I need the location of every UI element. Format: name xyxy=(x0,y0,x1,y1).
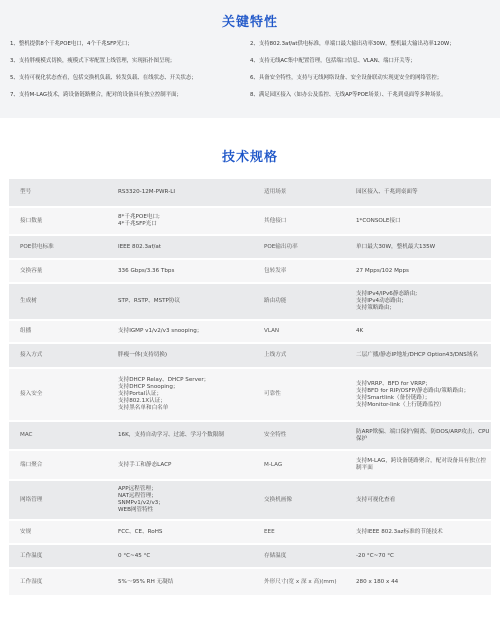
table-row xyxy=(9,259,491,283)
table-row xyxy=(9,343,491,368)
spec-value: 336 Gbps/3.36 Tbps xyxy=(107,259,253,283)
spec-value: 支持VRRP、BFD for VRRP； 支持BFD for RIP/OSFP/静态路由/策略路由； 支持Smartlink（备份链路）； 支持Monitor-link（上行链路监控） xyxy=(345,368,491,421)
spec-value: 单口最大30W，整机最大135W xyxy=(345,235,491,259)
table-row xyxy=(9,568,491,596)
spec-value: 支持IPv4/IPv6静态路由; 支持IPv4动态路由; 支持策略路由; xyxy=(345,283,491,320)
feature-item: 5、支持可视化状态查看，包括交换机负载、转发负载、在线状态、开关状态； xyxy=(10,75,197,81)
spec-label: 生成树 xyxy=(9,283,107,320)
spec-value: 27 Mpps/102 Mpps xyxy=(345,259,491,283)
spec-label: 存储温度 xyxy=(253,544,345,568)
spec-label: 上线方式 xyxy=(253,343,345,368)
tech-specs-title: 技术规格 xyxy=(221,150,278,165)
spec-label: POE供电标准 xyxy=(9,235,107,259)
spec-value: STP、RSTP、MSTP协议 xyxy=(107,283,253,320)
spec-table xyxy=(9,179,491,597)
spec-label: 交换机画像 xyxy=(253,480,345,520)
feature-item: 4、支持无线AC集中配置管理，包括端口信息、VLAN、端口开关等； xyxy=(250,58,416,64)
spec-value: 0 °C~45 °C xyxy=(107,544,253,568)
spec-value: 5%～95% RH 无凝结 xyxy=(107,568,253,596)
spec-value: 1*CONSOLE接口 xyxy=(345,207,491,235)
table-row xyxy=(9,421,491,450)
spec-value: RS3320-12M-PWR-LI xyxy=(107,179,253,207)
spec-label: POE输出功率 xyxy=(253,235,345,259)
spec-value: 胖瘦一体(支持切换) xyxy=(107,343,253,368)
feature-item: 1、整机提供8个千兆POE电口，4个千兆SFP光口； xyxy=(10,41,133,47)
table-row xyxy=(9,480,491,520)
table-row xyxy=(9,544,491,568)
spec-label: 端口聚合 xyxy=(9,450,107,480)
spec-value: 4K xyxy=(345,320,491,343)
spec-value: 支持IGMP v1/v2/v3 snooping； xyxy=(107,320,253,343)
spec-value: 二层广播/静态IP地址/DHCP Option43/DNS域名 xyxy=(345,343,491,368)
spec-value: 园区接入、千兆到桌面等 xyxy=(345,179,491,207)
spec-label: M-LAG xyxy=(253,450,345,480)
spec-value: 支持DHCP Relay、DHCP Server； 支持DHCP Snooping； 支持Portal认证； 支持802.1X认证； 支持黑名单和白名单 xyxy=(107,368,253,421)
table-row xyxy=(9,179,491,207)
table-row xyxy=(9,283,491,320)
spec-value: APP远程管理； NAT远程管理； SNMPv1/v2/v3； WEB网管特性 xyxy=(107,480,253,520)
table-row xyxy=(9,320,491,343)
spec-label: 安规 xyxy=(9,520,107,544)
spec-label: 组播 xyxy=(9,320,107,343)
spec-label: VLAN xyxy=(253,320,345,343)
spec-label: 接口数量 xyxy=(9,207,107,235)
spec-label: 接入方式 xyxy=(9,343,107,368)
spec-value: 支持IEEE 802.3az标准的节能技术 xyxy=(345,520,491,544)
table-row xyxy=(9,235,491,259)
spec-label: 交换容量 xyxy=(9,259,107,283)
spec-label: 可靠性 xyxy=(253,368,345,421)
key-features-title: 关键特性 xyxy=(221,15,278,30)
spec-label: 型号 xyxy=(9,179,107,207)
spec-label: MAC xyxy=(9,421,107,450)
spec-value: 防ARP欺骗、端口保护/隔离、防DOS/ARP攻击、CPU保护 xyxy=(345,421,491,450)
key-features-section xyxy=(0,0,500,118)
spec-label: EEE xyxy=(253,520,345,544)
spec-label: 工作湿度 xyxy=(9,568,107,596)
feature-item: 7、支持M-LAG技术，跨设备链路聚合，配对的设备具有独立控制平面； xyxy=(10,92,182,98)
spec-label: 工作温度 xyxy=(9,544,107,568)
spec-value: 8*千兆POE电口; 4*千兆SFP光口 xyxy=(107,207,253,235)
spec-label: 接入安全 xyxy=(9,368,107,421)
spec-value: 支持手工和静态LACP xyxy=(107,450,253,480)
table-row xyxy=(9,450,491,480)
spec-value: IEEE 802.3af/at xyxy=(107,235,253,259)
spec-label: 包转发率 xyxy=(253,259,345,283)
table-row xyxy=(9,207,491,235)
spec-label: 网络管理 xyxy=(9,480,107,520)
spec-label: 其他接口 xyxy=(253,207,345,235)
feature-item: 8、满足园区接入（如办公及监控、无线AP等POE场景）、千兆到桌面等多种场景。 xyxy=(250,92,447,98)
tech-specs-section xyxy=(0,118,500,597)
spec-value: FCC、CE、RoHS xyxy=(107,520,253,544)
feature-item: 6、具备安全特性，支持与无线网络设备、安全设备联动实现更安全的网络管控； xyxy=(250,75,443,81)
feature-item: 3、支持胖瘦模式切换，瘦模式下零配置上线管理，实现拓扑图呈现； xyxy=(10,58,176,64)
spec-value: 支持M-LAG，跨设备链路聚合，配对设备具有独立控制平面 xyxy=(345,450,491,480)
spec-value: -20 °C~70 °C xyxy=(345,544,491,568)
spec-label: 外形尺寸(宽 x 深 x 高)(mm) xyxy=(253,568,345,596)
spec-value: 280 x 180 x 44 xyxy=(345,568,491,596)
spec-label: 路由功能 xyxy=(253,283,345,320)
feature-item: 2、支持802.3af/at供电标准，单端口最大输出功率30W，整机最大输出功率120W； xyxy=(250,41,455,47)
key-features-list xyxy=(10,40,490,100)
spec-label: 安全特性 xyxy=(253,421,345,450)
spec-value: 支持可视化查看 xyxy=(345,480,491,520)
table-row xyxy=(9,520,491,544)
table-row xyxy=(9,368,491,421)
spec-value: 16K，支持自动学习、过滤、学习个数限制 xyxy=(107,421,253,450)
spec-label: 适用场景 xyxy=(253,179,345,207)
